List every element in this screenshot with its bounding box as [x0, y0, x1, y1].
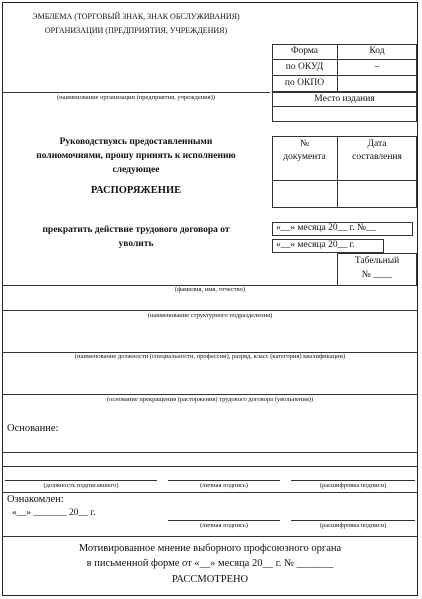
action-line-1: прекратить действие трудового договора от [42, 225, 230, 235]
basis-label: Основание: [7, 423, 59, 434]
personal-signature-caption-2: (личная подпись) [200, 522, 248, 529]
doc-title: РАСПОРЯЖЕНИЕ [90, 185, 182, 196]
doc-date-header-2: составления [352, 152, 402, 162]
position-caption: (наименование должности (специальности, профессии), разряд, класс (категория) квалификации) [74, 353, 346, 360]
signature-decode-line-2 [291, 520, 415, 521]
tabel-label-2: № ____ [361, 270, 393, 280]
footer-line-1: Мотивированное мнение выборного профсоюзного органа [78, 543, 342, 554]
fio-caption: (фамилия, имя, отчество) [174, 286, 246, 293]
okud-value: – [374, 62, 380, 72]
basis-line [2, 452, 418, 453]
tabel-label-1: Табельный [354, 256, 400, 266]
form-header: Форма [290, 46, 319, 56]
personal-signature-line-2 [168, 520, 280, 521]
doc-number-header-1: № [299, 139, 310, 149]
org-name-line [2, 92, 270, 93]
okpo-label: по ОКПО [284, 78, 325, 88]
contract-date-text: «__» месяца 20__ г. №__ [276, 223, 376, 233]
acquainted-date: «__» _______ 20__ г. [12, 508, 96, 518]
footer-line-2: в письменной форме от «__» месяца 20__ г. № _______ [86, 558, 334, 569]
signer-position-caption: (должность подписавшего) [43, 482, 119, 489]
signature-decode-caption-2: (расшифровка подписи) [319, 522, 387, 529]
signature-decode-caption: (расшифровка подписи) [319, 482, 387, 489]
emblem-line-1: ЭМБЛЕМА (ТОРГОВЫЙ ЗНАК, ЗНАК ОБСЛУЖИВАНИЯ) [32, 12, 240, 21]
doc-date-header-1: Дата [367, 139, 387, 149]
personal-signature-caption: (личная подпись) [200, 482, 248, 489]
footer-line-3: РАССМОТРЕНО [171, 574, 249, 585]
dismissal-date-text: «__» месяца 20__ г. [276, 240, 355, 250]
signer-position-line [5, 480, 157, 481]
okud-label: по ОКУД [285, 62, 324, 72]
personal-signature-line [168, 480, 280, 481]
emblem-line-2: ОРГАНИЗАЦИИ (ПРЕДПРИЯТИЯ, УЧРЕЖДЕНИЯ) [44, 26, 228, 35]
intro-line-2: полномочиями, прошу принять к исполнению [36, 151, 236, 161]
unit-caption: (наименование структурного подразделения) [147, 312, 273, 319]
action-line-2: уволить [118, 239, 154, 249]
signature-decode-line [291, 480, 415, 481]
unit-line [2, 310, 418, 311]
acquainted-label: Ознакомлен: [7, 494, 64, 505]
code-header: Код [369, 46, 385, 56]
intro-line-3: следующее [112, 165, 160, 175]
reason-caption: (основание прекращения (расторжения) трудового договора (увольнения)) [106, 396, 314, 403]
place-label: Место издания [314, 94, 375, 104]
org-caption: (наименование организации (предприятия, учреждения)) [57, 94, 215, 101]
intro-line-1: Руководствуясь предоставленными [59, 137, 213, 147]
reason-line [2, 394, 418, 395]
doc-number-header-2: документа [283, 152, 326, 162]
